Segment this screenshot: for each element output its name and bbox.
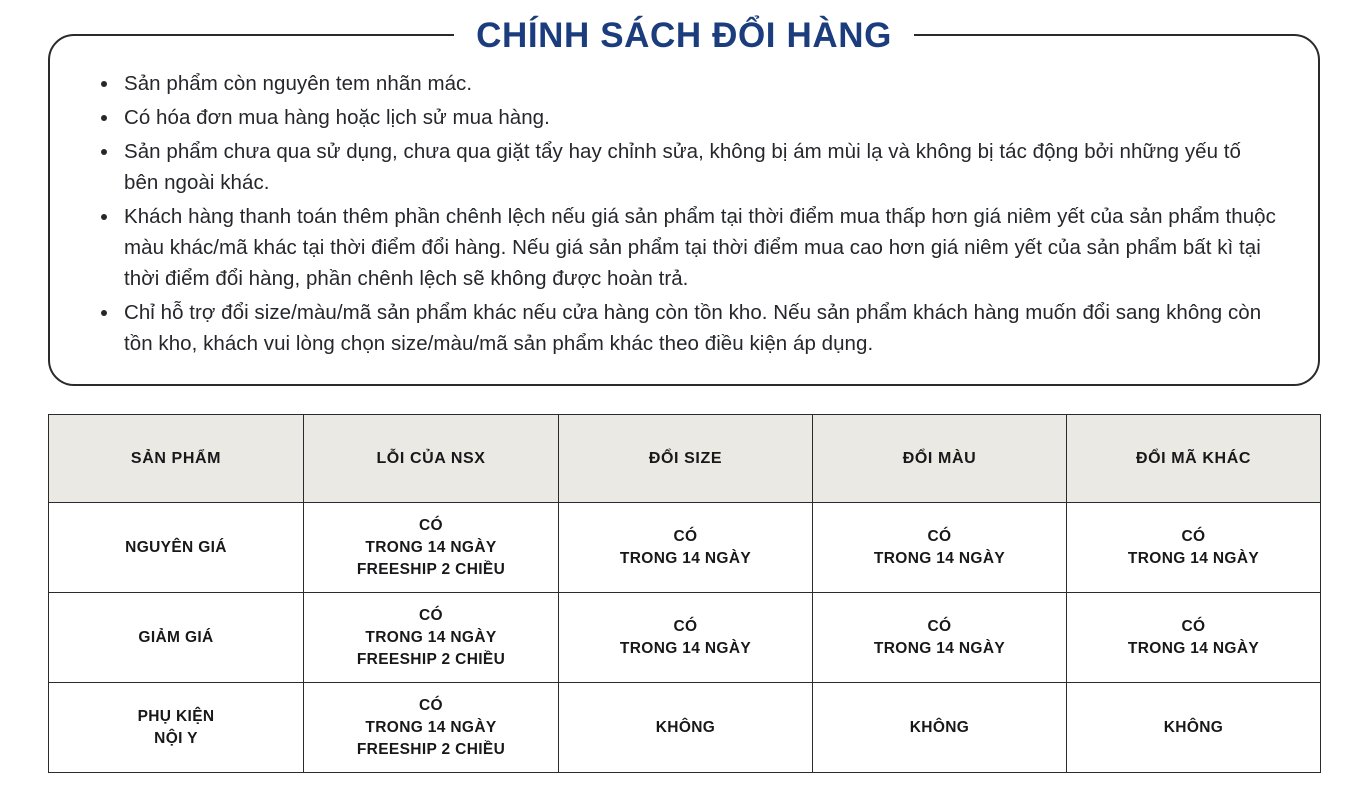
policy-section xyxy=(48,16,1320,386)
policy-table xyxy=(48,414,1321,773)
cell-line: TRONG 14 NGÀY xyxy=(873,549,1006,567)
column-header-other-code-exchange: ĐỔI MÃ KHÁC xyxy=(1067,415,1321,503)
cell-product xyxy=(49,683,304,773)
cell-line: CÓ xyxy=(673,617,698,635)
list-item: Có hóa đơn mua hàng hoặc lịch sử mua hàng. xyxy=(92,102,1280,133)
cell-line: PHỤ KIỆN xyxy=(137,707,215,725)
cell-line: CÓ xyxy=(419,696,443,714)
cell-manufacturer-defect xyxy=(304,683,559,773)
cell-size-exchange xyxy=(559,593,813,683)
cell-line: TRONG 14 NGÀY xyxy=(1127,549,1260,567)
table-row xyxy=(49,503,1321,593)
table-body xyxy=(49,503,1321,773)
cell-product xyxy=(49,503,304,593)
list-item: Sản phẩm chưa qua sử dụng, chưa qua giặt tẩy hay chỉnh sửa, không bị ám mùi lạ và không bị tác động bởi những yếu tố bên ngoài khác. xyxy=(92,136,1280,198)
cell-other-code-exchange xyxy=(1067,683,1321,773)
page-title xyxy=(48,16,1320,56)
cell-size-exchange xyxy=(559,503,813,593)
table-header-row xyxy=(49,415,1321,503)
table-row xyxy=(49,593,1321,683)
cell-line: FREESHIP 2 CHIỀU xyxy=(356,560,506,578)
cell-line: TRONG 14 NGÀY xyxy=(365,538,497,556)
cell-line: NGUYÊN GIÁ xyxy=(125,538,227,556)
cell-line: TRONG 14 NGÀY xyxy=(1127,639,1260,657)
cell-line: TRONG 14 NGÀY xyxy=(619,549,752,567)
column-header-manufacturer-defect: LỖI CỦA NSX xyxy=(304,415,559,503)
cell-color-exchange xyxy=(813,683,1067,773)
policy-table-wrapper xyxy=(48,414,1320,773)
cell-line: TRONG 14 NGÀY xyxy=(365,628,497,646)
cell-line: CÓ xyxy=(927,617,952,635)
cell-line: GIẢM GIÁ xyxy=(138,628,214,646)
cell-line: TRONG 14 NGÀY xyxy=(873,639,1006,657)
policy-bullet-list xyxy=(92,68,1280,362)
cell-line: KHÔNG xyxy=(655,718,716,736)
list-item: Chỉ hỗ trợ đổi size/màu/mã sản phẩm khác nếu cửa hàng còn tồn kho. Nếu sản phẩm khách hàng muốn đổi sang không còn tồn kho, khách vui lòng chọn size/màu/mã sản phẩm khác theo điều kiện áp dụng. xyxy=(92,297,1280,359)
cell-line: TRONG 14 NGÀY xyxy=(619,639,752,657)
cell-line: KHÔNG xyxy=(909,718,970,736)
cell-size-exchange xyxy=(559,683,813,773)
page-title-text: CHÍNH SÁCH ĐỔI HÀNG xyxy=(454,16,914,56)
cell-line: CÓ xyxy=(1181,617,1206,635)
cell-line: CÓ xyxy=(927,527,952,545)
cell-other-code-exchange xyxy=(1067,503,1321,593)
table-header xyxy=(49,415,1321,503)
table-row xyxy=(49,683,1321,773)
cell-line: FREESHIP 2 CHIỀU xyxy=(356,650,506,668)
cell-line: FREESHIP 2 CHIỀU xyxy=(356,740,506,758)
cell-color-exchange xyxy=(813,593,1067,683)
cell-product xyxy=(49,593,304,683)
column-header-color-exchange: ĐỔI MÀU xyxy=(813,415,1067,503)
cell-line: CÓ xyxy=(673,527,698,545)
cell-line: KHÔNG xyxy=(1163,718,1224,736)
cell-line: NỘI Y xyxy=(154,729,198,747)
cell-line: TRONG 14 NGÀY xyxy=(365,718,497,736)
cell-manufacturer-defect xyxy=(304,593,559,683)
list-item: Sản phẩm còn nguyên tem nhãn mác. xyxy=(92,68,1280,99)
cell-manufacturer-defect xyxy=(304,503,559,593)
cell-color-exchange xyxy=(813,503,1067,593)
cell-line: CÓ xyxy=(1181,527,1206,545)
column-header-product: SẢN PHẨM xyxy=(49,415,304,503)
cell-line: CÓ xyxy=(419,606,443,624)
column-header-size-exchange: ĐỔI SIZE xyxy=(559,415,813,503)
list-item: Khách hàng thanh toán thêm phần chênh lệch nếu giá sản phẩm tại thời điểm mua thấp hơn giá niêm yết của sản phẩm thuộc màu khác/mã khác tại thời điểm đổi hàng. Nếu giá sản phẩm tại thời điểm mua cao hơn giá niêm yết của sản phẩm bất kì tại thời điểm đổi hàng, phần chênh lệch sẽ không được hoàn trả. xyxy=(92,201,1280,294)
cell-line: CÓ xyxy=(419,516,443,534)
cell-other-code-exchange xyxy=(1067,593,1321,683)
